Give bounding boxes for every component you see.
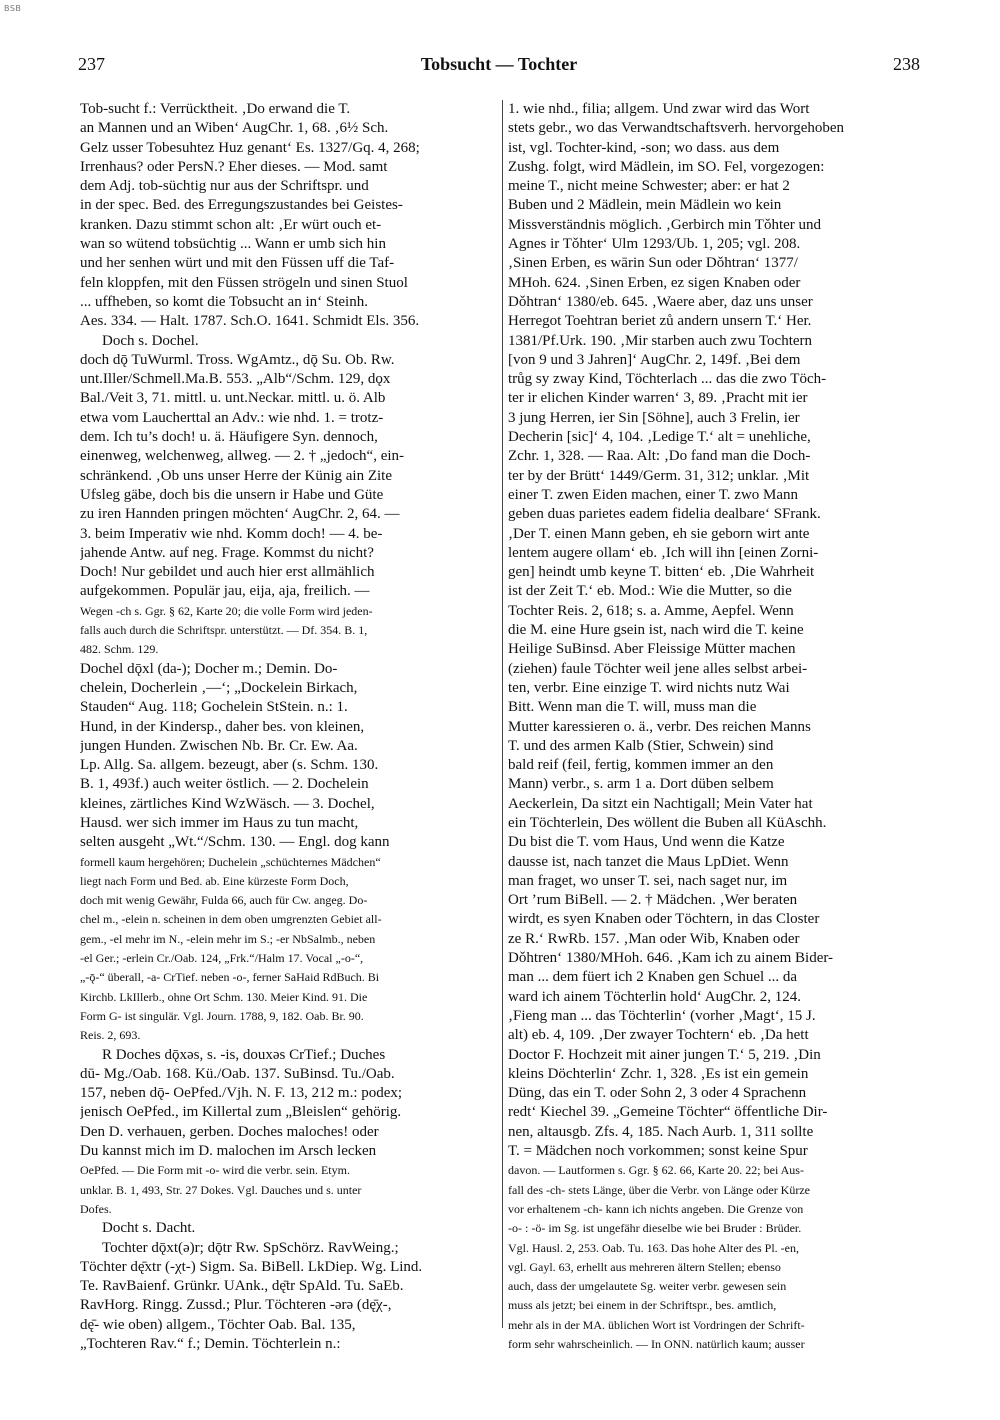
text-line: Hausd. wer sich immer im Haus zu tun macht, xyxy=(80,814,359,831)
text-line: nen, altausgb. Zfs. 4, 185. Nach Aurb. 1, 311 sollte xyxy=(508,1123,814,1140)
text-line: kleines, zärtliches Kind WzWäsch. — 3. Dochel, xyxy=(80,795,375,812)
text-line: an Mannen und an Wiben‘ AugChr. 1, 68. ‚6½ Sch. xyxy=(80,120,389,137)
text-line: Düng, das ein T. oder Sohn 2, 3 oder 4 Sprachenn xyxy=(508,1085,807,1102)
text-line: chelein, Docherlein ‚—‘; „Dockelein Birkach, xyxy=(80,679,358,696)
left-column xyxy=(80,100,498,1354)
text-line: ter by der Brütt‘ 1449/Germ. 31, 312; unklar. ‚Mit xyxy=(508,467,810,484)
text-line: Bitt. Wenn man die T. will, muss man die xyxy=(508,699,757,716)
text-line: ten, verbr. Eine einzige T. wird nichts nutz Wai xyxy=(508,679,790,696)
library-stamp: BSB xyxy=(4,4,22,13)
text-line: wirdt, es syen Knaben oder Töchtern, in das Closter xyxy=(508,911,820,928)
text-line: in der spec. Bed. des Erregungszustandes bei Geistes- xyxy=(80,197,403,214)
text-line: zu iren Hannden pringen möchten‘ AugChr. 2, 64. — xyxy=(80,506,400,523)
text-line: auch, dass der umgelautete Sg. weiter verbr. gewesen sein xyxy=(508,1279,787,1294)
text-line: dę̄- wie oben) allgem., Töchter Oab. Bal. 135, xyxy=(80,1316,356,1333)
text-line: RavHorg. Ringg. Zussd.; Plur. Töchteren -ərə (dę̄χ-, xyxy=(80,1297,392,1314)
text-line: wan so wütend tobsüchtig ... Wann er umb sich hin xyxy=(80,236,386,253)
page-header xyxy=(78,54,920,80)
text-line: jahende Antw. auf neg. Frage. Kommst du nicht? xyxy=(80,544,374,561)
text-line: Doch! Nur gebildet und auch hier erst allmählich xyxy=(80,564,375,581)
text-line: kranken. Dazu stimmt schon alt: ‚Er würt ouch et- xyxy=(80,216,382,233)
text-line: mehr als in der MA. üblichen Wort ist Vordringen der Schrift- xyxy=(508,1317,805,1332)
text-line: unklar. B. 1, 493, Str. 27 Dokes. Vgl. Dauches und s. unter xyxy=(80,1182,362,1197)
text-line: gen] heindt umb keyne T. bitten‘ eb. ‚Die Wahrheit xyxy=(508,564,815,581)
text-line: Irrenhaus? oder PersN.? Eher dieses. — Mod. samt xyxy=(80,158,388,175)
text-line: Doch s. Dochel. xyxy=(102,332,199,349)
text-line: T. = Mädchen noch vorkommen; sonst keine Spur xyxy=(508,1143,808,1160)
text-line: etwa vom Laucherttal an Adv.: wie nhd. 1. = trotz- xyxy=(80,409,384,426)
text-line: muss als jetzt; bei einem in der Schriftspr., bes. amtlich, xyxy=(508,1298,777,1313)
text-line: Vgl. Hausl. 2, 253. Oab. Tu. 163. Das hohe Alter des Pl. -en, xyxy=(508,1240,799,1255)
text-line: dausse ist, nach tanzet die Maus LpDiet. Wenn xyxy=(508,853,789,870)
text-line: -el Ger.; -erlein Cr./Oab. 124, „Frk.“/Halm 17. Vocal „-o-“, xyxy=(80,951,364,966)
text-line: ... uffheben, so komt die Tobsucht an in‘ Steinh. xyxy=(80,293,368,310)
text-line: stets gebr., wo das Verwandtschaftsverh. hervorgehoben xyxy=(508,120,845,137)
text-line: trůg sy zway Kind, Töchterlach ... das die zwo Töch- xyxy=(508,371,827,388)
text-line: kleins Döchterlin‘ Zchr. 1, 328. ‚Es ist ein gemein xyxy=(508,1065,809,1082)
text-line: unt.Iller/Schmell.Ma.B. 553. „Alb“/Schm. 129, dǫx xyxy=(80,371,391,388)
text-line: dū- Mg./Oab. 168. Kü./Oab. 137. SuBinsd. Tu./Oab. xyxy=(80,1065,395,1082)
right-column xyxy=(508,100,920,1354)
text-line: Docht s. Dacht. xyxy=(102,1220,196,1237)
text-line: Gelz usser Tobesuhtez Huz genant‘ Es. 1327/Gq. 4, 268; xyxy=(80,139,420,156)
text-line: Dǒhtren‘ 1380/MHoh. 646. ‚Kam ich zu ainem Bider- xyxy=(508,950,834,967)
text-line: falls auch durch die Schriftspr. unterstützt. — Df. 354. B. 1, xyxy=(80,623,368,638)
text-line: Decherin [sic]‘ 4, 104. ‚Ledige T.‘ alt = unehliche, xyxy=(508,429,811,446)
text-line: [von 9 und 3 Jahren]‘ AugChr. 2, 149f. ‚Bei dem xyxy=(508,351,801,368)
text-line: alt) eb. 4, 109. ‚Der zwayer Tochtern‘ eb. ‚Da hett xyxy=(508,1027,809,1044)
text-line: B. 1, 493f.) auch weiter östlich. — 2. Dochelein xyxy=(80,776,369,793)
text-line: ist, vgl. Tochter-kind, -son; wo dass. aus dem xyxy=(508,139,780,156)
text-line: Den D. verhauen, gerben. Doches maloches! oder xyxy=(80,1123,379,1140)
text-line: formell kaum hergehören; Duchelein „schüchternes Mädchen“ xyxy=(80,854,381,869)
text-line: schränkend. ‚Ob uns unser Herre der Künig ain Zite xyxy=(80,467,392,484)
text-line: OePfed. — Die Form mit -o- wird die verbr. sein. Etym. xyxy=(80,1163,350,1178)
text-line: man ... dem füert ich 2 Knaben gen Schuel ... da xyxy=(508,969,798,986)
text-line: Stauden“ Aug. 118; Gochelein StStein. n.: 1. xyxy=(80,699,348,716)
text-line: meine T., nicht meine Schwester; aber: er hat 2 xyxy=(508,178,790,195)
text-line: gem., -el mehr im N., -elein mehr im S.; -er NbSalmb., neben xyxy=(80,931,376,946)
text-line: doch mit wenig Gewähr, Fulda 66, auch für Cw. angeg. Do- xyxy=(80,893,368,908)
text-line: T. und des armen Kalb (Stier, Schwein) sind xyxy=(508,737,774,754)
text-line: fall des -ch- stets Länge, über die Verbr. von Länge oder Kürze xyxy=(508,1182,810,1197)
text-line: Reis. 2, 693. xyxy=(80,1028,141,1043)
text-line: Tochter Reis. 2, 618; s. a. Amme, Aepfel. Wenn xyxy=(508,602,794,619)
text-line: Töchter dę̄xtr (-χt-) Sigm. Sa. BiBell. LkDiep. Wg. Lind. xyxy=(80,1258,423,1275)
text-line: aufgekommen. Populär jau, eija, aja, freilich. — xyxy=(80,583,370,600)
text-line: Dǒhtran‘ 1380/eb. 645. ‚Waere aber, daz uns unser xyxy=(508,293,813,310)
text-line: 482. Schm. 129. xyxy=(80,642,159,657)
text-line: doch dǭ TuWurml. Tross. WgAmtz., dǭ Su. Ob. Rw. xyxy=(80,351,395,368)
text-line: Te. RavBaienf. Grünkr. UAnk., dę̄tr SpAld. Tu. SaEb. xyxy=(80,1278,404,1295)
text-line: Missverständnis möglich. ‚Gerbirch min Tǒhter und xyxy=(508,216,822,233)
text-line: Lp. Allg. Sa. allgem. bezeugt, aber (s. Schm. 130. xyxy=(80,757,379,774)
text-line: „-ǭ-“ überall, -a- CrTief. neben -o-, ferner SaHaid RdBuch. Bi xyxy=(80,970,380,985)
text-line: Agnes ir Tǒhter‘ Ulm 1293/Ub. 1, 205; vgl. 208. xyxy=(508,236,801,253)
text-line: -o- : -ö- im Sg. ist ungefähr dieselbe wie bei Bruder : Brüder. xyxy=(508,1221,802,1236)
page-number-left: 237 xyxy=(78,54,105,74)
text-line: bald reif (feil, fertig, kommen immer an den xyxy=(508,757,774,774)
text-line: dem. Ich tu’s doch! u. ä. Häufigere Syn. dennoch, xyxy=(80,429,378,446)
text-line: Tob-sucht f.: Verrücktheit. ‚Do erwand die T. xyxy=(80,101,351,117)
text-line: jenisch OePfed., im Killertal zum „Bleislen“ gehörig. xyxy=(80,1104,402,1121)
text-line: 3 jung Herren, ier Sin [Söhne], auch 3 Frelin, ier xyxy=(508,409,800,426)
text-line: und her senhen würt und mit den Füssen uff die Taf- xyxy=(80,255,395,272)
text-line: Zushg. folgt, wird Mädlein, im SO. Fel, vorgezogen: xyxy=(508,158,825,175)
text-line: vgl. Gayl. 63, erhellt aus mehreren ältern Stellen; ebenso xyxy=(508,1259,781,1274)
text-line: Du bist die T. vom Haus, Und wenn die Katze xyxy=(508,834,785,851)
text-line: ‚Fieng man ... das Töchterlin‘ (vorher ‚Magt‘, 15 J. xyxy=(508,1007,816,1024)
text-line: vor erhaltenem -ch- kann ich nichts angeben. Die Grenze von xyxy=(508,1201,804,1216)
text-line: ‚Sinen Erben, es wārin Sun oder Dǒhtran‘ 1377/ xyxy=(508,255,798,272)
text-line: Ort ’rum BiBell. — 2. † Mädchen. ‚Wer beraten xyxy=(508,892,798,909)
text-line: jungen Hunden. Zwischen Nb. Br. Cr. Ew. Aa. xyxy=(80,737,358,754)
text-line: Du kannst mich im D. malochen im Arsch lecken xyxy=(80,1143,377,1160)
text-line: 1381/Pf.Urk. 190. ‚Mir starben auch zwu Tochtern xyxy=(508,332,813,349)
text-line: Bal./Veit 3, 71. mittl. u. unt.Neckar. mittl. u. ö. Alb xyxy=(80,390,386,407)
text-line: ter ir elichen Kinder warren‘ 3, 89. ‚Pracht mit ier xyxy=(508,390,808,407)
text-line: liegt nach Form und Bed. ab. Eine kürzeste Form Doch, xyxy=(80,873,349,888)
text-line: 3. beim Imperativ wie nhd. Komm doch! — 4. be- xyxy=(80,525,383,542)
text-line: R Doches dǭxəs, s. -is, douxəs CrTief.; Duches xyxy=(102,1046,386,1063)
text-line: ist der Zeit T.‘ eb. Mod.: Wie die Mutter, so die xyxy=(508,583,792,600)
text-line: Kirchb. LkIllerb., ohne Ort Schm. 130. Meier Kind. 91. Die xyxy=(80,989,368,1004)
text-line: MHoh. 624. ‚Sinen Erben, ez sigen Knaben oder xyxy=(508,274,801,291)
text-line: Mutter karessieren o. ä., verbr. Des reichen Manns xyxy=(508,718,811,735)
text-line: feln kloppfen, mit den Füssen strögeln und sinen Stuol xyxy=(80,274,408,291)
text-line: Mann) verbr., s. arm 1 a. Dort düben selbem xyxy=(508,776,774,793)
text-line: Dofes. xyxy=(80,1201,112,1216)
text-line: lentem augere ollam‘ eb. ‚Ich will ihn [einen Zorni- xyxy=(508,544,819,561)
column-divider xyxy=(502,100,503,1328)
text-line: Hund, in der Kindersp., daher bes. von kleinen, xyxy=(80,718,365,735)
text-line: einer T. zwen Eiden machen, einer T. zwo Mann xyxy=(508,486,799,503)
text-line: Ufsleg gäbe, doch bis die unsern ir Habe und Güte xyxy=(80,486,384,503)
text-line: dem Adj. tob-süchtig nur aus der Schriftspr. und xyxy=(80,178,369,195)
text-line: die M. eine Hure gsein ist, nach wird die T. keine xyxy=(508,622,804,639)
text-line: ward ich ainem Töchterlin hold‘ AugChr. 2, 124. xyxy=(508,988,802,1005)
text-line: form sehr wahrscheinlich. — In ONN. natürlich kaum; ausser xyxy=(508,1337,805,1351)
text-line: einenweg, welchenweg, allweg. — 2. † „jedoch“, ein- xyxy=(80,448,405,465)
text-line: 1. wie nhd., filia; allgem. Und zwar wird das Wort xyxy=(508,101,810,117)
text-line: „Tochteren Rav.“ f.; Demin. Töchterlein n.: xyxy=(80,1336,341,1352)
text-line: selten ausgeht „Wt.“/Schm. 130. — Engl. dog kann xyxy=(80,834,390,851)
text-line: ein Töchterlein, Des wöllent die Buben all KüAschh. xyxy=(508,814,827,831)
running-head: Tobsucht — Tochter xyxy=(420,54,578,74)
text-line: (ziehen) faule Töchter weil jene alles selbst arbei- xyxy=(508,660,808,677)
text-line: man fraget, wo unser T. sei, nach saget nur, im xyxy=(508,872,788,889)
text-line: ze R.‘ RwRb. 157. ‚Man oder Wib, Knaben oder xyxy=(508,930,800,947)
text-line: ‚Der T. einen Mann geben, eh sie geborn wirt ante xyxy=(508,525,810,542)
text-line: Wegen -ch s. Ggr. § 62, Karte 20; die volle Form wird jeden- xyxy=(80,603,373,618)
text-line: chel m., -elein n. scheinen in dem oben umgrenzten Gebiet all- xyxy=(80,912,382,927)
text-line: Form G- ist singulär. Vgl. Journ. 1788, 9, 182. Oab. Br. 90. xyxy=(80,1008,364,1023)
text-line: 157, neben dǭ- OePfed./Vjh. N. F. 13, 212 m.: podex; xyxy=(80,1085,403,1102)
text-line: redt‘ Kiechel 39. „Gemeine Töchter“ öffentliche Dir- xyxy=(508,1104,828,1121)
text-line: Aes. 334. — Halt. 1787. Sch.O. 1641. Schmidt Els. 356. xyxy=(80,313,420,330)
page-number-right: 238 xyxy=(893,54,920,74)
text-line: geben duas parietes eadem fidelia dealbare‘ SFrank. xyxy=(508,506,821,523)
text-line: Aeckerlein, Da sitzt ein Nachtigall; Mein Vater hat xyxy=(508,795,813,812)
text-line: Buben und 2 Mädlein, mein Mädlein wo kein xyxy=(508,197,782,214)
text-line: Tochter dǭxt(ə)r; dǭtr Rw. SpSchörz. RavWeing.; xyxy=(102,1239,399,1256)
text-line: davon. — Lautformen s. Ggr. § 62. 66, Karte 20. 22; bei Aus- xyxy=(508,1163,804,1178)
text-line: Dochel dǭxl (da-); Docher m.; Demin. Do- xyxy=(80,660,338,677)
text-line: Zchr. 1, 328. — Raa. Alt: ‚Do fand man die Doch- xyxy=(508,448,811,465)
text-line: Doctor F. Hochzeit mit ainer jungen T.‘ 5, 219. ‚Din xyxy=(508,1046,821,1063)
text-line: Heilige SuBinsd. Aber Fleissige Mütter machen xyxy=(508,641,796,658)
text-line: Herregot Toehtran beriet zů andern unsern T.‘ Her. xyxy=(508,313,812,330)
